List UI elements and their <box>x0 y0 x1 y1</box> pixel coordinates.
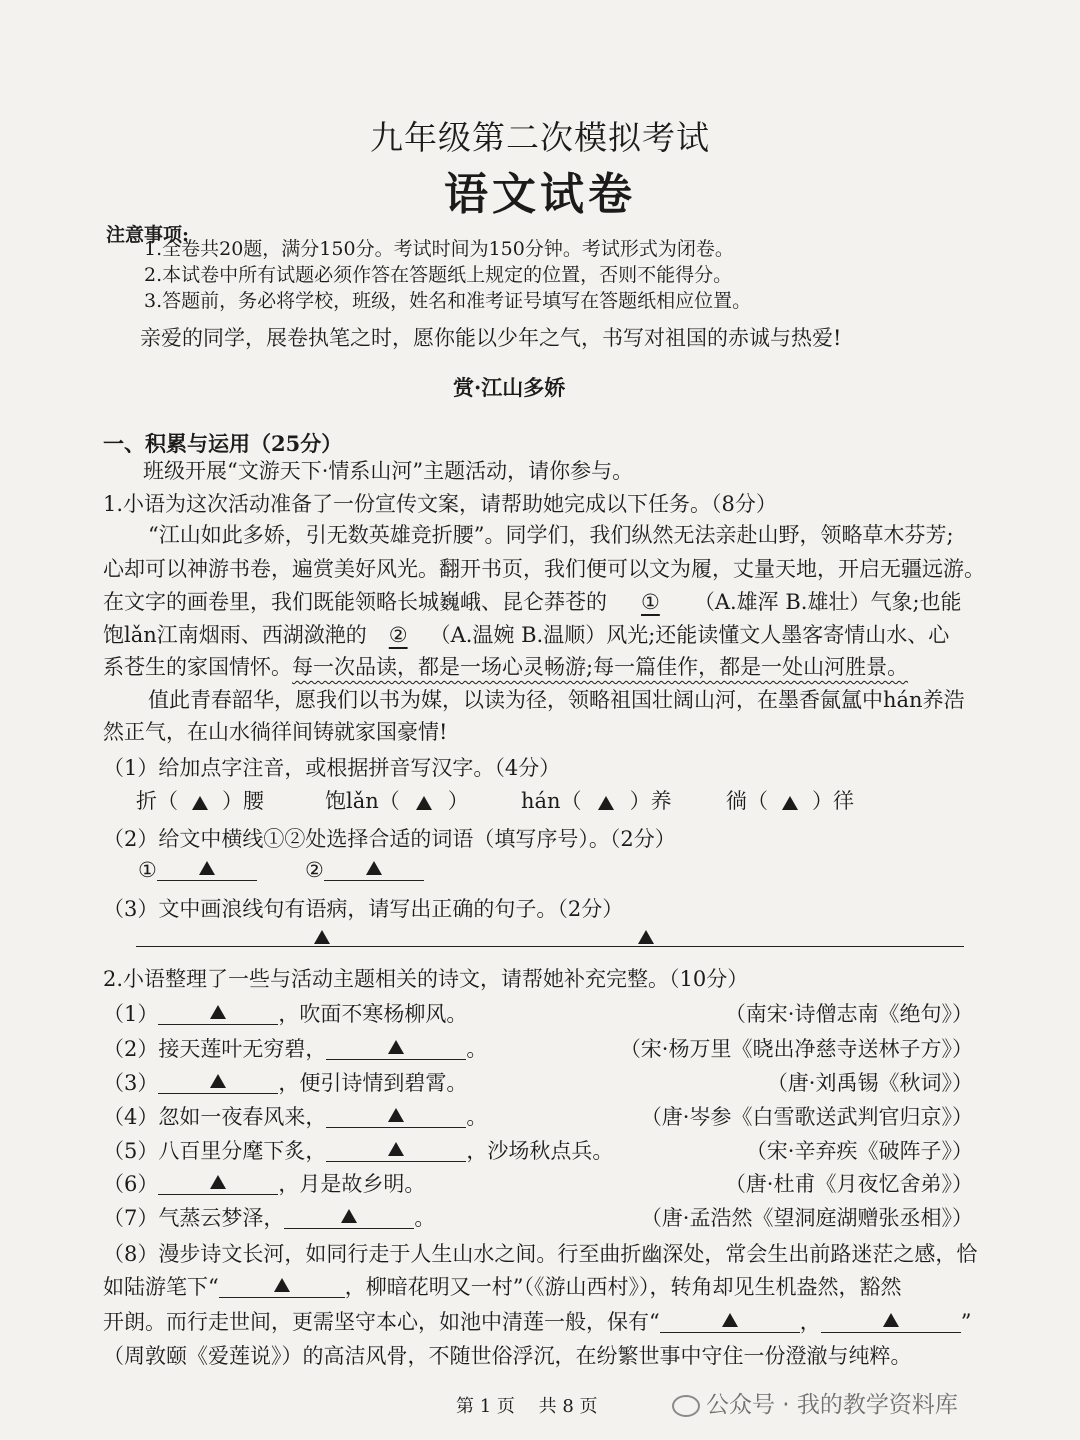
notice-item-3: 3.答题前，务必将学校，班级，姓名和准考证号填写在答题纸相应位置。 <box>144 290 752 312</box>
q1-paragraph-line-7: 然正气，在山水徜徉间铸就家国豪情! <box>103 720 448 744</box>
answer-marker-icon <box>341 1209 357 1223</box>
q1-paragraph-line-6: 值此青春韶华，愿我们以书为媒，以读为径，领略祖国壮阔山河，在墨香氤氲中hán养浩 <box>148 688 965 712</box>
q2-line-5: （5）八百里分麾下炙， ，沙场秋点兵。 （宋·辛弃疾《破阵子》） <box>103 1135 973 1165</box>
q1-p5-text-a: 系苍生的家国情怀。 <box>103 655 292 679</box>
q2-item8-line-4: （周敦颐《爱莲说》）的高洁风骨，不随世俗浮沉，在纷繁世事中守住一份澄澈与纯粹。 <box>103 1344 912 1368</box>
section-title: 赏·江山多娇 <box>453 375 566 400</box>
greeting-text: 亲爱的同学，展卷执笔之时，愿你能以少年之气，书写对祖国的赤诚与热爱! <box>140 326 842 350</box>
answer-marker-icon <box>210 1005 226 1019</box>
q1-sub2-answer-2: ② <box>305 858 424 882</box>
answer-marker-icon <box>598 796 614 810</box>
wechat-icon <box>672 1395 700 1417</box>
q2-line-3: （3） ，便引诗情到碧霄。 （唐·刘禹锡《秋词》） <box>103 1067 973 1097</box>
q2-item8-line-3: 开朗。而行走世间，更需坚守本心，如池中清莲一般，保有“ ， ” <box>103 1310 972 1334</box>
answer-marker-icon <box>210 1074 226 1088</box>
q1-p3-text-a: 在文字的画卷里，我们既能领略长城巍峨、昆仑莽苍的 <box>103 590 607 614</box>
q1-sub1-prompt: （1）给加点字注音，或根据拼音写汉字。（4分） <box>103 756 561 780</box>
q2-line-2: （2）接天莲叶无穷碧， 。 （宋·杨万里《晓出净慈寺送林子方》） <box>103 1033 973 1063</box>
q1-paragraph-line-1: “江山如此多娇，引无数英雄竞折腰”。同学们，我们纵然无法亲赴山野，领略草木芬芳; <box>148 523 954 547</box>
part1-intro: 班级开展“文游天下·情系山河”主题活动，请你参与。 <box>143 459 634 483</box>
q2-item8-line-1: （8）漫步诗文长河，如同行走于人生山水之间。行至曲折幽深处，常会生出前路迷茫之感，恰 <box>103 1242 978 1266</box>
answer-marker-icon <box>192 796 208 810</box>
q2-source-1: （南宋·诗僧志南《绝句》） <box>724 1002 973 1026</box>
page-number: 第 1 页 共 8 页 <box>456 1396 598 1417</box>
q1-sub3-answer-line <box>136 946 964 947</box>
answer-marker-icon <box>883 1313 899 1327</box>
answer-marker-icon <box>782 796 798 810</box>
q2-source-5: （宋·辛弃疾《破阵子》） <box>745 1139 973 1163</box>
q2-item8-line-2: 如陆游笔下“ ，柳暗花明又一村”（《游山西村》），转角却见生机盎然，豁然 <box>103 1275 902 1299</box>
q2-line-4: （4）忽如一夜春风来， 。 （唐·岑参《白雪歌送武判官归京》） <box>103 1101 973 1131</box>
q2-line-7: （7）气蒸云梦泽， 。 （唐·孟浩然《望洞庭湖赠张丞相》） <box>103 1202 973 1232</box>
answer-marker-icon <box>210 1175 226 1189</box>
q1-sub2-answer-1: ① <box>138 858 257 882</box>
q1-sub1-item-4: 徜（ ）徉 <box>726 789 854 813</box>
answer-marker-icon <box>388 1108 404 1122</box>
answer-marker-icon <box>366 861 382 875</box>
answer-marker-icon <box>199 861 215 875</box>
q1-sub3-prompt: （3）文中画浪线句有语病，请写出正确的句子。（2分） <box>103 897 624 921</box>
q1-blank-2: ② <box>388 623 408 647</box>
q1-stem: 1.小语为这次活动准备了一份宣传文案，请帮助她完成以下任务。（8分） <box>103 492 777 516</box>
exam-subtitle: 语文试卷 <box>444 169 636 220</box>
q2-source-7: （唐·孟浩然《望洞庭湖赠张丞相》） <box>640 1206 973 1230</box>
q1-sub1-item-2: 饱lǎn（ ） <box>325 789 469 813</box>
answer-marker-icon <box>314 930 330 944</box>
answer-marker-icon <box>638 930 654 944</box>
q1-sub1-item-1: 折（ ）腰 <box>136 789 264 813</box>
q1-sub1-item-3: hán（ ）养 <box>521 789 672 813</box>
q2-source-6: （唐·杜甫《月夜忆舍弟》） <box>724 1172 973 1196</box>
watermark: 公众号 · 我的教学资料库 <box>672 1386 958 1419</box>
q1-p4-text-a: 饱lǎn江南烟雨、西湖潋滟的 <box>103 623 367 647</box>
q1-paragraph-line-5 <box>103 651 908 681</box>
q1-paragraph-line-3 <box>103 586 962 616</box>
answer-marker-icon <box>388 1142 404 1156</box>
q1-sub2-prompt: （2）给文中横线①②处选择合适的词语（填写序号）。（2分） <box>103 827 676 851</box>
q2-stem: 2.小语整理了一些与活动主题相关的诗文，请帮她补充完整。（10分） <box>103 967 749 991</box>
answer-marker-icon <box>722 1313 738 1327</box>
answer-marker-icon <box>274 1278 290 1292</box>
answer-marker-icon <box>388 1040 404 1054</box>
notice-heading: 注意事项: <box>106 224 190 246</box>
q2-line-1: （1） ，吹面不寒杨柳风。 （南宋·诗僧志南《绝句》） <box>103 998 973 1028</box>
q2-source-2: （宋·杨万里《晓出净慈寺送林子方》） <box>619 1037 973 1061</box>
q2-source-4: （唐·岑参《白雪歌送武判官归京》） <box>640 1105 973 1129</box>
notice-item-1: 1.全卷共20题，满分150分。考试时间为150分钟。考试形式为闭卷。 <box>144 238 734 260</box>
q1-paragraph-line-2: 心却可以神游书卷，遍赏美好风光。翻开书页，我们便可以文为履，丈量天地，开启无疆远游。 <box>103 557 985 581</box>
q1-p3-text-b: （A.雄浑 B.雄壮）气象;也能 <box>693 590 962 614</box>
answer-marker-icon <box>416 796 432 810</box>
q1-blank-1: ① <box>641 590 660 614</box>
part1-heading: 一、积累与运用（25分） <box>103 431 343 456</box>
q2-source-3: （唐·刘禹锡《秋词》） <box>766 1071 973 1095</box>
notice-item-2: 2.本试卷中所有试题必须作答在答题纸上规定的位置，否则不能得分。 <box>144 264 733 286</box>
q1-paragraph-line-4 <box>103 619 949 649</box>
exam-title: 九年级第二次模拟考试 <box>370 118 710 157</box>
q1-p4-text-b: （A.温婉 B.温顺）风光;还能读懂文人墨客寄情山水、心 <box>429 623 950 647</box>
q1-wavy-sentence: 每一次品读，都是一场心灵畅游;每一篇佳作，都是一处山河胜景。 <box>292 655 909 679</box>
q2-line-6: （6） ，月是故乡明。 （唐·杜甫《月夜忆舍弟》） <box>103 1168 973 1198</box>
